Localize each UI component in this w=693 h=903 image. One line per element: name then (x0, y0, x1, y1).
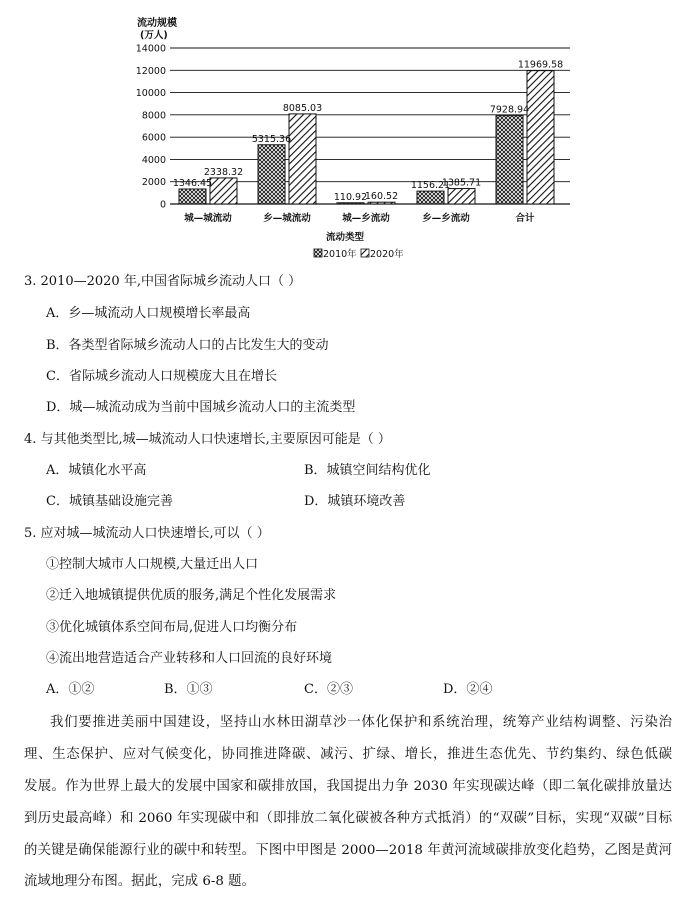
y-tick-label: 12000 (135, 65, 166, 77)
y-tick-label: 4000 (141, 154, 166, 166)
question-3-option-a: A．乡—城流动人口规模增长率最高 (46, 306, 251, 321)
x-axis-label: 流动类型 (325, 232, 365, 243)
question-3-stem: 3. 2010—2020 年,中国省际城乡流动人口（ ） (24, 274, 302, 289)
passage-line-5: 的关键是确保能源行业的碳中和转型。下图中甲图是 2000—2018 年黄河流域碳排放变化趋势，乙图是黄河 (24, 843, 672, 858)
y-axis-label-line1: 流动规模 (137, 18, 177, 29)
y-tick-label: 6000 (141, 132, 166, 144)
bar-value-label: 5315.36 (251, 133, 292, 145)
bar-value-label: 11969.58 (517, 59, 564, 71)
legend-swatch-2010 (314, 249, 322, 257)
passage-line-2: 理、生态保护、应对气候变化，协同推进降碳、减污、扩绿、增长，推进生态优先、节约集约、绿色低碳 (24, 747, 672, 762)
bar-value-label: 110.92 (333, 191, 368, 203)
question-4-option-d: D．城镇环境改善 (304, 494, 406, 509)
question-5-statement-2: ②迁入地城镇提供优质的服务,满足个性化发展需求 (46, 588, 337, 603)
legend-label-2010: 2010年 (323, 249, 357, 260)
bar-2010 (337, 203, 364, 204)
chart-legend (314, 248, 404, 260)
bar-2010 (496, 116, 523, 204)
bar-2020 (210, 178, 237, 204)
bar-2010 (179, 189, 206, 204)
question-3-option-c: C．省际城乡流动人口规模庞大且在增长 (46, 369, 277, 384)
bar-2020 (527, 71, 554, 204)
question-5-option-a: A．①② (46, 682, 95, 697)
legend-label-2020: 2020年 (370, 249, 404, 260)
question-5-statement-4: ④流出地营造适合产业转移和人口回流的良好环境 (46, 651, 333, 666)
x-category-labels (184, 212, 535, 224)
passage-line-6: 流域地理分布图。据此，完成 6-8 题。 (24, 874, 255, 889)
bar-value-label: 160.52 (364, 191, 399, 203)
passage-line-4: 到历史最高峰）和 2060 年实现碳中和（即排放二氧化碳被各种方式抵消）的“双碳”目标，实现“双碳”目标 (24, 811, 672, 826)
y-tick-labels (136, 44, 166, 211)
x-category-label: 合计 (515, 213, 535, 224)
bar-value-label: 1346.45 (172, 177, 213, 189)
x-category-label: 乡—乡流动 (422, 213, 470, 224)
question-4-stem: 4. 与其他类型比,城—城流动人口快速增长,主要原因可能是（ ） (24, 432, 391, 447)
y-tick-label: 2000 (141, 177, 166, 189)
question-5-option-d: D．②④ (443, 682, 493, 697)
question-4-option-c: C．城镇基础设施完善 (46, 494, 173, 509)
y-tick-label: 10000 (135, 88, 166, 100)
question-5-stem: 5. 应对城—城流动人口快速增长,可以（ ） (24, 526, 270, 541)
bar-value-label: 8085.03 (282, 102, 323, 114)
question-5-option-c: C．②③ (304, 682, 353, 697)
question-5-statement-1: ①控制大城市人口规模,大量迁出人口 (46, 557, 259, 572)
bar-2020 (368, 202, 395, 204)
passage-line-1: 我们要推进美丽中国建设，坚持山水林田湖草沙一体化保护和系统治理，统筹产业结构调整、污染治 (50, 715, 672, 730)
bar-2010 (417, 191, 444, 204)
y-tick-label: 14000 (135, 43, 166, 55)
bar-2020 (448, 189, 475, 204)
bar-value-label: 2338.32 (203, 166, 244, 178)
bar-2020 (289, 114, 316, 204)
question-5-statement-3: ③优化城镇体系空间布局,促进人口均衡分布 (46, 620, 298, 635)
x-category-label: 乡—城流动 (263, 213, 311, 224)
y-axis-label-line2: (万人) (140, 30, 168, 41)
bar-value-label: 1385.71 (441, 177, 482, 189)
question-5-option-b: B．①③ (164, 682, 213, 697)
passage-line-3: 发展。作为世界上最大的发展中国家和碳排放国，我国提出力争 2030 年实现碳达峰（即二氧化碳排放量达 (24, 779, 672, 794)
population-flow-bar-chart (0, 0, 693, 265)
question-4-option-b: B．城镇空间结构优化 (304, 463, 431, 478)
question-4-option-a: A．城镇化水平高 (46, 463, 147, 478)
question-3-option-d: D．城—城流动成为当前中国城乡流动人口的主流类型 (46, 400, 356, 415)
y-tick-label: 0 (159, 199, 166, 211)
bar-2010 (258, 145, 285, 204)
bar-value-label: 7928.94 (489, 104, 530, 116)
x-category-label: 城—城流动 (184, 213, 232, 224)
x-category-label: 城—乡流动 (342, 213, 390, 224)
legend-swatch-2020 (361, 249, 369, 257)
y-tick-label: 8000 (141, 110, 166, 122)
question-3-option-b: B．各类型省际城乡流动人口的占比发生大的变动 (46, 338, 329, 353)
bar-value-label: 1156.21 (410, 180, 451, 192)
